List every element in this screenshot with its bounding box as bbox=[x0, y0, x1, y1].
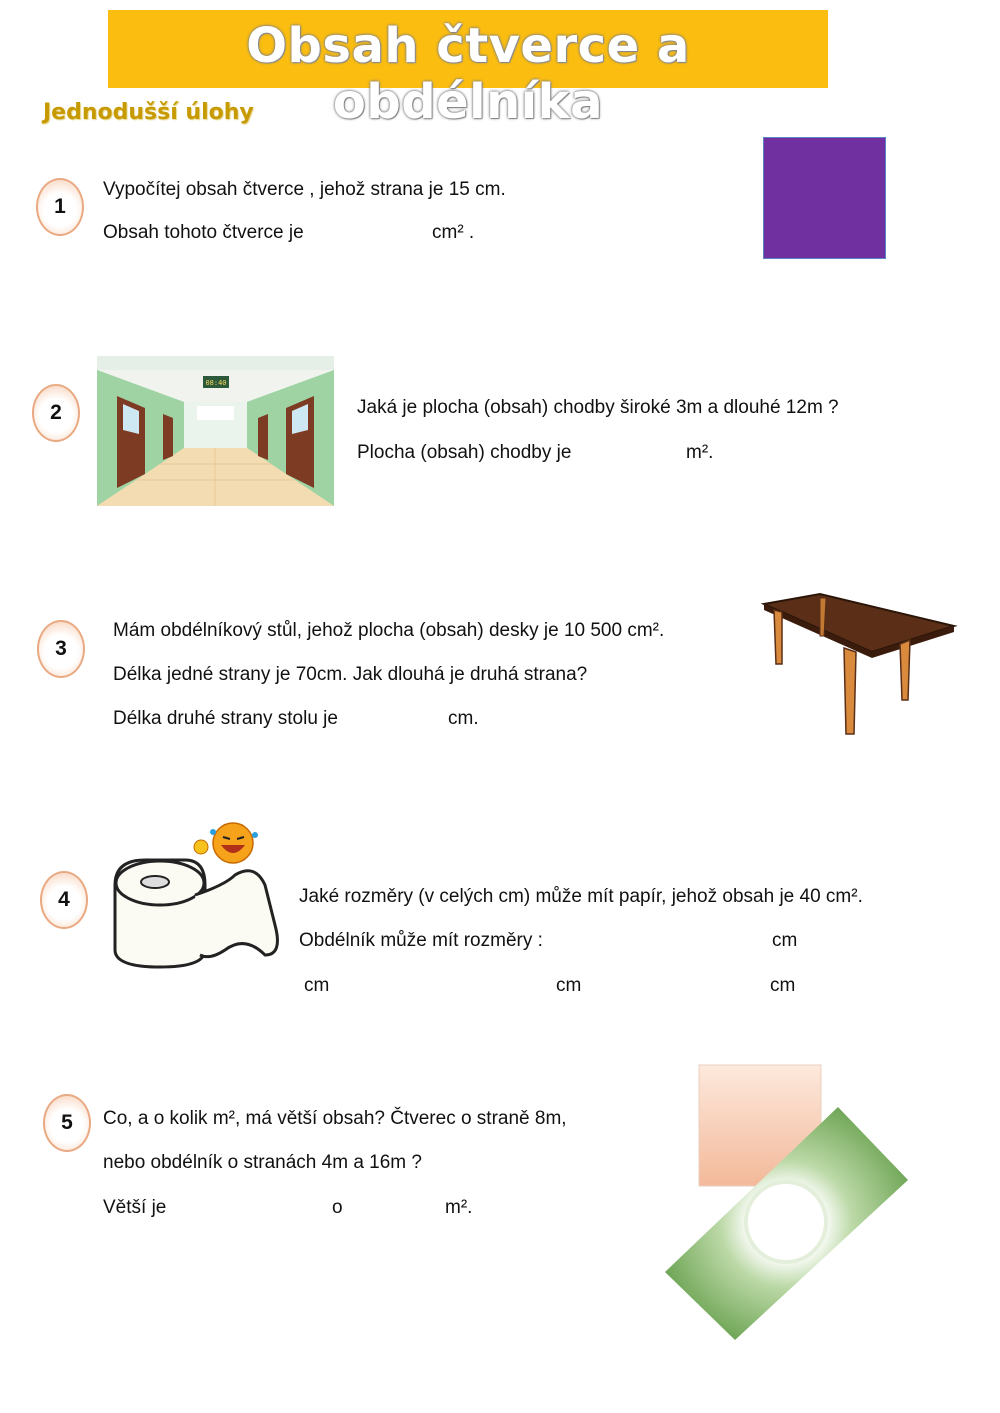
task-5-unit: m². bbox=[445, 1197, 473, 1218]
task-1-question: Vypočítej obsah čtverce , jehož strana je 15 cm. bbox=[103, 179, 506, 200]
page-title: Obsah čtverce a obdélníka bbox=[246, 18, 690, 130]
task-number-4: 4 bbox=[40, 871, 88, 929]
task-4-unit-1: cm bbox=[772, 930, 798, 951]
task-3-question: Mám obdélníkový stůl, jehož plocha (obsah) desky je 10 500 cm². bbox=[113, 620, 665, 641]
section-subtitle: Jednodušší úlohy bbox=[43, 100, 254, 125]
task-5-question: Co, a o kolik m², má větší obsah? Čtverec o straně 8m, bbox=[103, 1108, 567, 1129]
task-number-3: 3 bbox=[37, 620, 85, 678]
hallway-illustration bbox=[97, 356, 334, 506]
task-1-unit: cm² . bbox=[432, 222, 475, 243]
task-4-unit-3: cm bbox=[556, 975, 582, 996]
task-2-answer-label: Plocha (obsah) chodby je bbox=[357, 442, 572, 463]
task-3-answer-label: Délka druhé strany stolu je bbox=[113, 708, 338, 729]
task-4-unit-2: cm bbox=[304, 975, 330, 996]
hallway-clock-text: 08:40 bbox=[205, 379, 227, 387]
table-illustration bbox=[760, 588, 958, 743]
task-4-answer-label: Obdélník může mít rozměry : bbox=[299, 930, 543, 951]
task-4-question: Jaké rozměry (v celých cm) může mít papír, jehož obsah je 40 cm². bbox=[299, 886, 863, 907]
task-3-unit: cm. bbox=[448, 708, 479, 729]
task-5-answer-label: Větší je bbox=[103, 1197, 167, 1218]
task-number-5: 5 bbox=[43, 1094, 91, 1152]
task-5-question-2: nebo obdélník o stranách 4m a 16m ? bbox=[103, 1152, 422, 1173]
toilet-paper-illustration bbox=[105, 815, 295, 975]
purple-square-illustration bbox=[763, 137, 886, 259]
task-number-2: 2 bbox=[32, 384, 80, 442]
task-2-unit: m². bbox=[686, 442, 714, 463]
task-4-unit-4: cm bbox=[770, 975, 796, 996]
task-5-mid-label: o bbox=[332, 1197, 343, 1218]
task-number-1: 1 bbox=[36, 178, 84, 236]
task-1-answer-label: Obsah tohoto čtverce je bbox=[103, 222, 304, 243]
shapes-illustration bbox=[660, 1060, 915, 1345]
task-3-question-2: Délka jedné strany je 70cm. Jak dlouhá je druhá strana? bbox=[113, 664, 588, 685]
task-2-question: Jaká je plocha (obsah) chodby široké 3m a dlouhé 12m ? bbox=[357, 397, 839, 418]
